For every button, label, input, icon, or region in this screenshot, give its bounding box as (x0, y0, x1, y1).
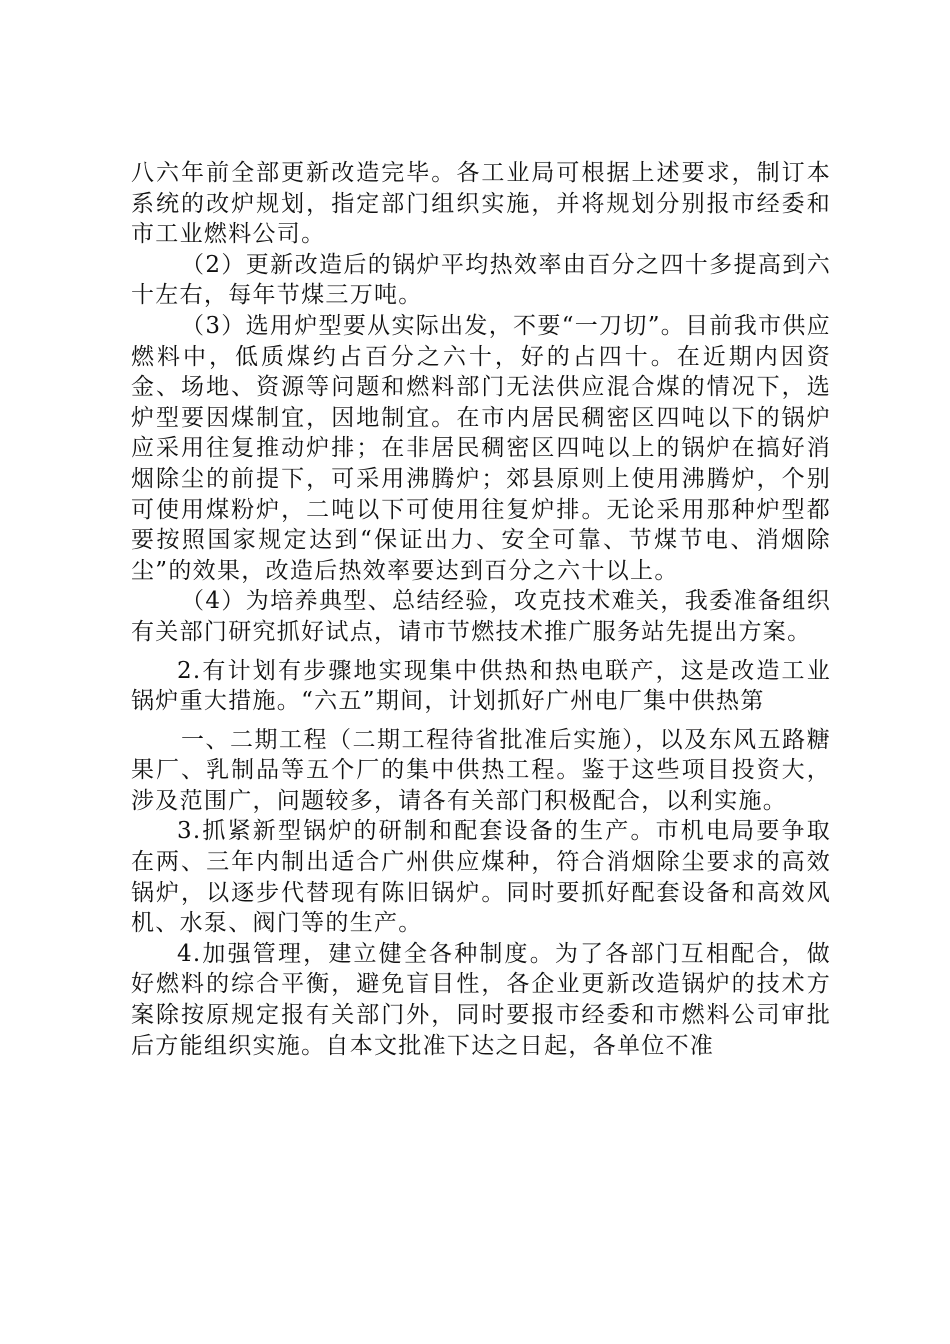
paragraph-section-3: 3.抓紧新型锅炉的研制和配套设备的生产。市机电局要争取在两、三年内制出适合广州供应煤种，符合消烟除尘要求的高效锅炉，以逐步代替现有陈旧锅炉。同时要抓好配套设备和高效风机、水泵、阀门等的生产。 (131, 818, 831, 937)
paragraph-section-2-continued: 一、二期工程（二期工程待省批准后实施），以及东风五路糖果厂、乳制品等五个厂的集中供热工程。鉴于这些项目投资大，涉及范围广，问题较多，请各有关部门积极配合，以利实施。 (131, 726, 831, 814)
paragraph-item-4: （4）为培养典型、总结经验，攻克技术难关，我委准备组织有关部门研究抓好试点，请市节燃技术推广服务站先提出方案。 (131, 588, 831, 645)
paragraph-section-4: 4.加强管理，建立健全各种制度。为了各部门互相配合，做好燃料的综合平衡，避免盲目性，各企业更新改造锅炉的技术方案除按原规定报有关部门外，同时要报市经委和市燃料公司审批后方能组织实施。自本文批准下达之日起，各单位不准 (131, 940, 831, 1059)
paragraph-item-3: （3）选用炉型要从实际出发，不要“一刀切”。目前我市供应燃料中，低质煤约占百分之六十，好的占四十。在近期内因资金、场地、资源等问题和燃料部门无法供应混合煤的情况下，选炉型要因煤制宜，因地制宜。在市内居民稠密区四吨以下的锅炉应采用往复推动炉排；在非居民稠密区四吨以上的锅炉在搞好消烟除尘的前提下，可采用沸腾炉；郊县原则上使用沸腾炉，个别可使用煤粉炉，二吨以下可使用往复炉排。无论采用那种炉型都要按照国家规定达到“保证出力、安全可靠、节煤节电、消烟除尘”的效果，改造后热效率要达到百分之六十以上。 (131, 312, 831, 584)
paragraph-item-2: （2）更新改造后的锅炉平均热效率由百分之四十多提高到六十左右，每年节煤三万吨。 (131, 251, 831, 309)
document-body (131, 158, 831, 1061)
paragraph-section-2: 2.有计划有步骤地实现集中供热和热电联产，这是改造工业锅炉重大措施。“六五”期间，计划抓好广州电厂集中供热第 (131, 657, 831, 715)
paragraph-continuation: 八六年前全部更新改造完毕。各工业局可根据上述要求，制订本系统的改炉规划，指定部门组织实施，并将规划分别报市经委和市工业燃料公司。 (131, 160, 831, 248)
